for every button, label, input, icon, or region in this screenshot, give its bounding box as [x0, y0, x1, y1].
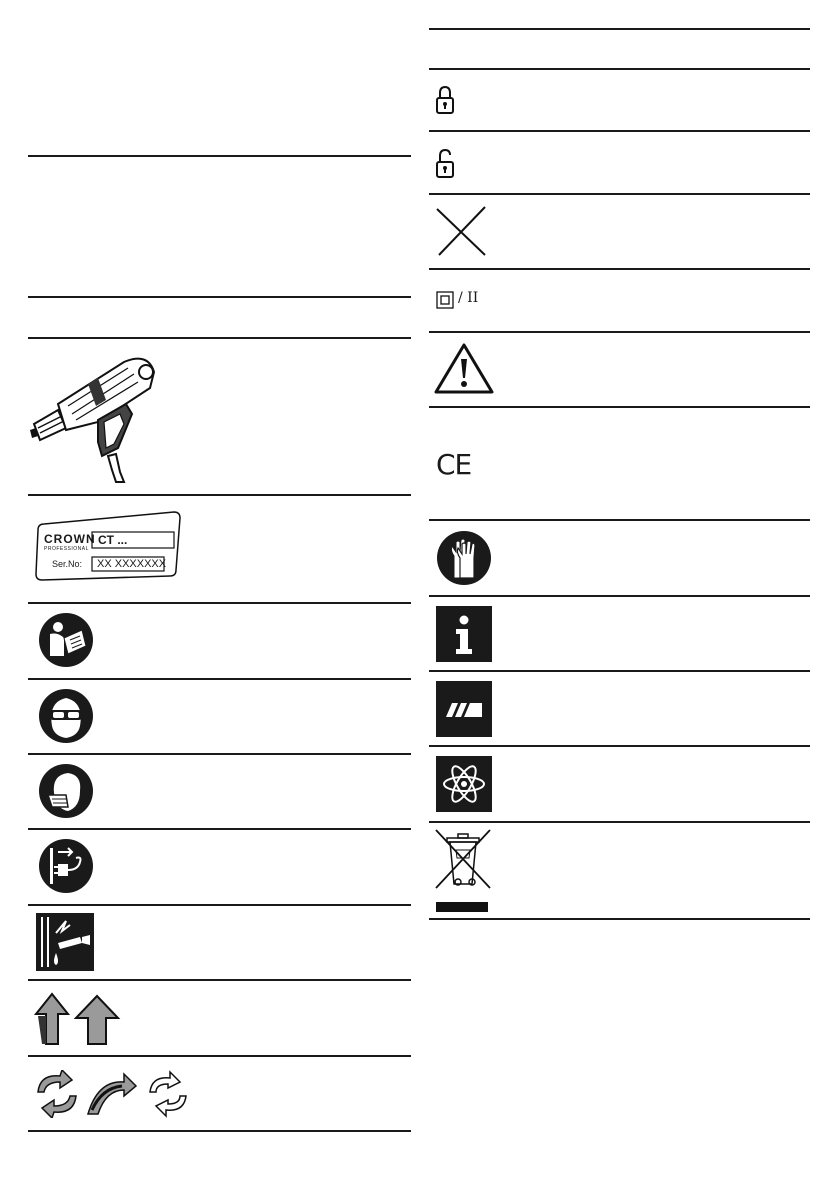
- atom-icon: [436, 756, 492, 812]
- divider: [28, 494, 411, 496]
- gloves-icon: [436, 530, 492, 586]
- divider: [429, 595, 810, 597]
- divider: [429, 918, 810, 920]
- divider: [28, 678, 411, 680]
- locked-padlock-icon: [436, 86, 454, 114]
- serial-value: XX XXXXXXX: [97, 558, 167, 570]
- divider: [429, 519, 810, 521]
- divider: [429, 268, 810, 270]
- brand-logo: CROWN: [44, 532, 96, 546]
- dust-mask-icon: [38, 763, 94, 819]
- divider: [28, 155, 411, 157]
- divider: [429, 68, 810, 70]
- divider: [28, 828, 411, 830]
- divider: [28, 1130, 411, 1132]
- rotation-icons: [32, 1070, 192, 1118]
- divider: [429, 193, 810, 195]
- rating-plate: [34, 510, 182, 582]
- divider: [429, 130, 810, 132]
- class-ii-label: / II: [458, 290, 479, 306]
- divider: [28, 904, 411, 906]
- divider: [429, 745, 810, 747]
- warning-triangle-icon: [434, 342, 494, 394]
- divider: [429, 28, 810, 30]
- model-value: CT ...: [98, 533, 128, 547]
- battery-level-icon: [436, 681, 492, 737]
- unlocked-padlock-icon: [436, 148, 454, 178]
- divider: [28, 602, 411, 604]
- class-ii-icon: [436, 291, 454, 309]
- drill-image: [28, 344, 160, 484]
- divider: [28, 296, 411, 298]
- unplug-icon: [38, 838, 94, 894]
- serial-label: Ser.No:: [52, 559, 83, 569]
- prohibited-cross-icon: [435, 205, 487, 257]
- divider: [429, 406, 810, 408]
- divider: [28, 979, 411, 981]
- ce-mark: CE: [436, 448, 472, 481]
- sub-brand-text: PROFESSIONAL: [44, 546, 89, 552]
- divider: [429, 821, 810, 823]
- information-icon: [436, 606, 492, 662]
- read-manual-icon: [38, 612, 94, 668]
- divider: [28, 753, 411, 755]
- direction-arrows-icon: [34, 990, 122, 1046]
- divider: [429, 670, 810, 672]
- divider: [28, 1055, 411, 1057]
- eye-protection-icon: [38, 688, 94, 744]
- divider: [28, 337, 411, 339]
- divider: [429, 331, 810, 333]
- hidden-wiring-icon: [36, 913, 94, 971]
- weee-bin-icon: [434, 828, 492, 914]
